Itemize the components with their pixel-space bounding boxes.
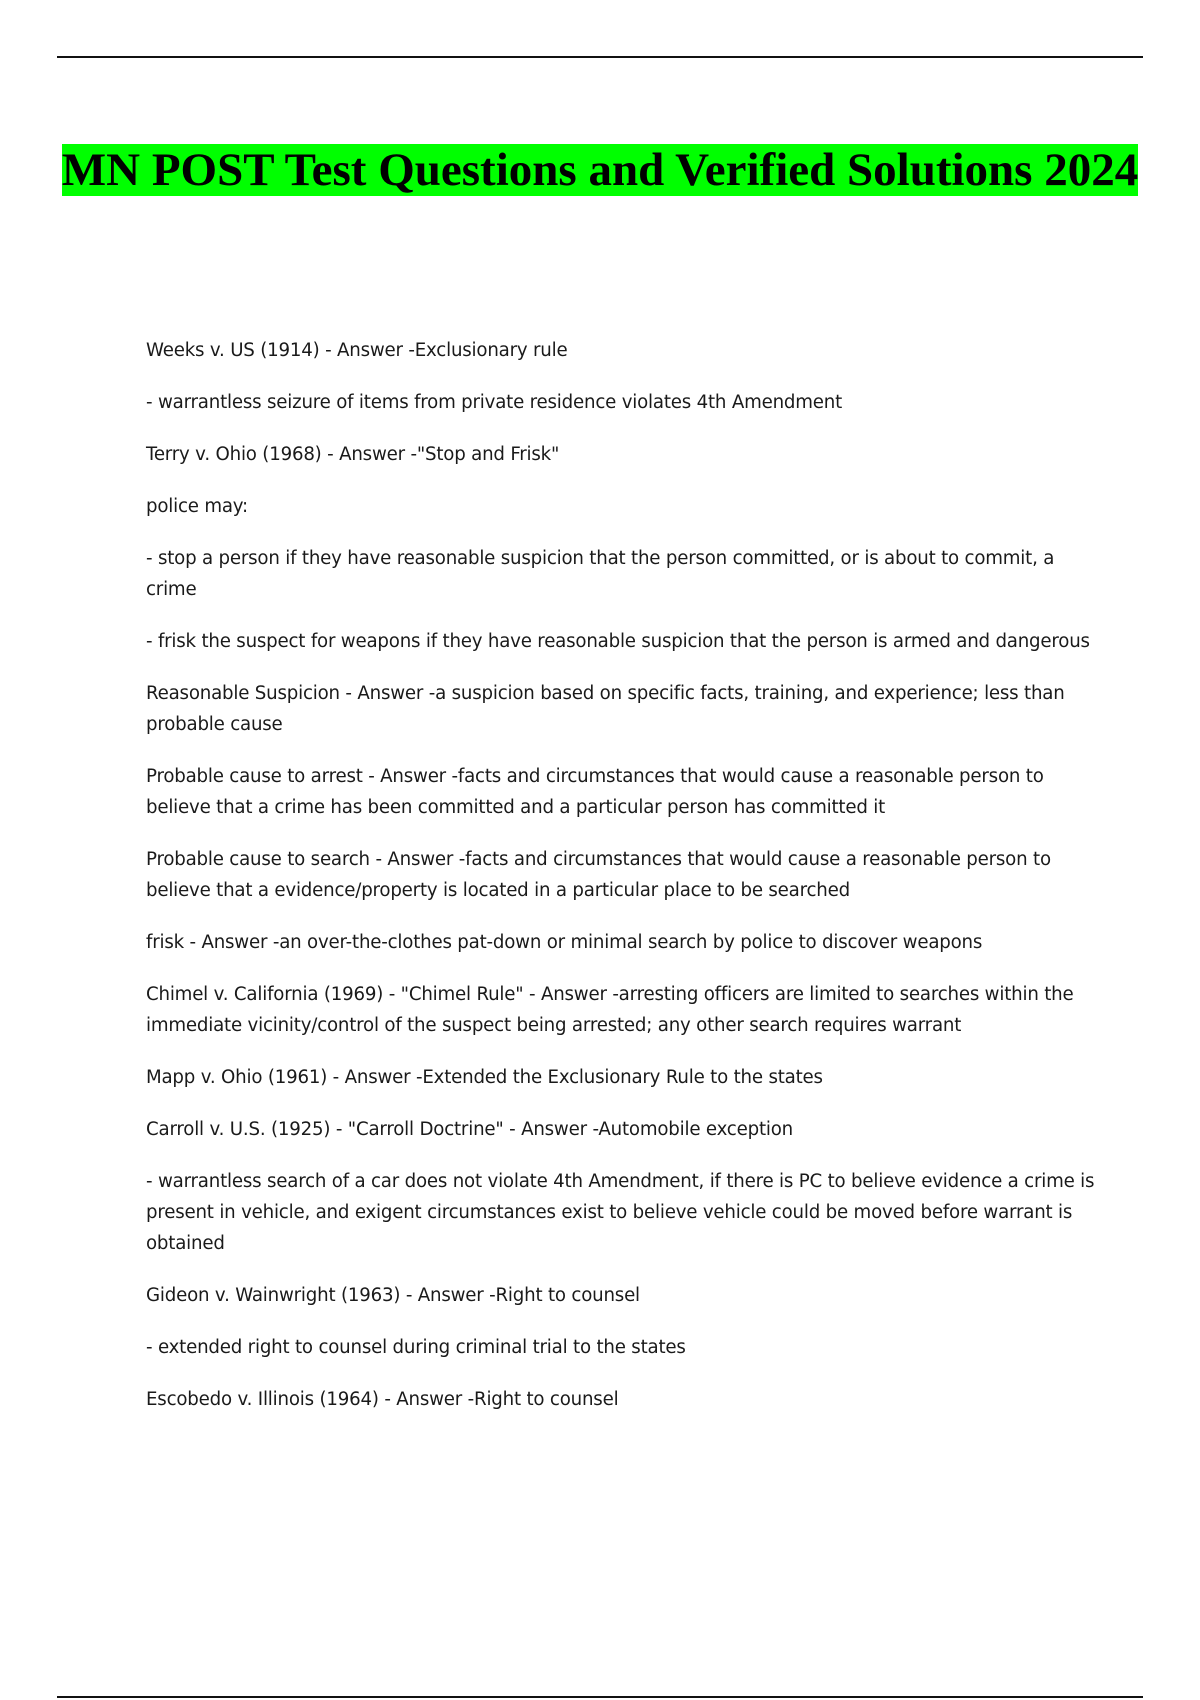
paragraph: Chimel v. California (1969) - "Chimel Rule" - Answer -arresting officers are limited to searches within the immediate vicinity/control of the suspect being arrested; any other search requires warrant	[146, 984, 1074, 1036]
top-rule	[57, 56, 1143, 58]
paragraph: Weeks v. US (1914) - Answer -Exclusionary rule	[146, 340, 568, 361]
paragraph: police may:	[146, 496, 248, 517]
paragraph: frisk - Answer -an over-the-clothes pat-down or minimal search by police to discover weapons	[146, 932, 983, 953]
paragraph: Carroll v. U.S. (1925) - "Carroll Doctrine" - Answer -Automobile exception	[146, 1119, 793, 1140]
paragraph: - warrantless seizure of items from private residence violates 4th Amendment	[146, 392, 843, 413]
paragraph: Probable cause to search - Answer -facts and circumstances that would cause a reasonable person to believe that a evidence/property is located in a particular place to be searched	[146, 849, 1051, 901]
paragraph: Reasonable Suspicion - Answer -a suspicion based on specific facts, training, and experience; less than probable cause	[146, 683, 1065, 735]
paragraph: Gideon v. Wainwright (1963) - Answer -Right to counsel	[146, 1285, 640, 1306]
document-title: MN POST Test Questions and Verified Solutions 2024	[61, 144, 1139, 196]
paragraph: - stop a person if they have reasonable suspicion that the person committed, or is about to commit, a crime	[146, 548, 1055, 600]
paragraph: - warrantless search of a car does not violate 4th Amendment, if there is PC to believe evidence a crime is present in vehicle, and exigent circumstances exist to believe vehicle could be moved before warrant is obtained	[146, 1171, 1095, 1254]
paragraph: - frisk the suspect for weapons if they have reasonable suspicion that the person is armed and dangerous	[146, 631, 1090, 652]
paragraph: Escobedo v. Illinois (1964) - Answer -Right to counsel	[146, 1389, 619, 1410]
paragraph: - extended right to counsel during criminal trial to the states	[146, 1337, 686, 1358]
document-body	[146, 335, 1096, 1436]
paragraph: Mapp v. Ohio (1961) - Answer -Extended the Exclusionary Rule to the states	[146, 1067, 823, 1088]
bottom-rule	[57, 1696, 1143, 1698]
paragraph: Terry v. Ohio (1968) - Answer -"Stop and Frisk"	[146, 444, 560, 465]
title-block	[0, 142, 1200, 199]
paragraph: Probable cause to arrest - Answer -facts and circumstances that would cause a reasonable person to believe that a crime has been committed and a particular person has committed it	[146, 766, 1044, 818]
